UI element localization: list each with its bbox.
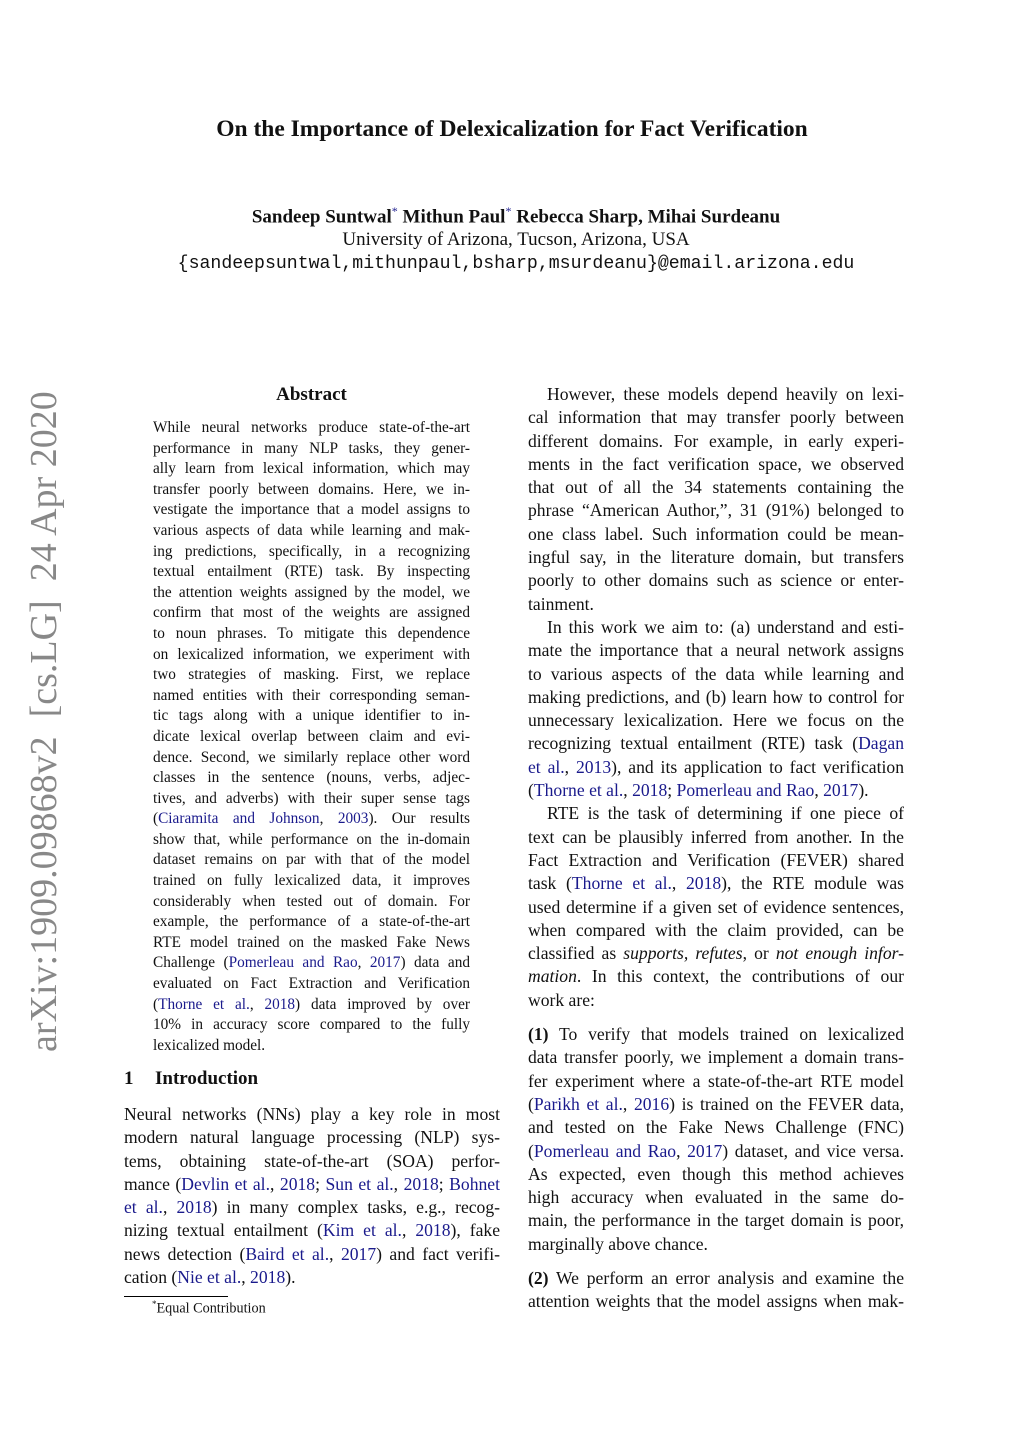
text-line: [153, 542, 470, 563]
paragraph: [124, 1103, 500, 1289]
text-line: [153, 665, 470, 686]
citation-link[interactable]: Sun et al.: [325, 1173, 394, 1194]
author: Mithun Paul: [402, 206, 506, 228]
citation-link[interactable]: Thorne et al.: [571, 873, 672, 894]
text-line: [153, 1015, 470, 1036]
paragraph: [153, 418, 470, 1056]
footnote-mark: *: [152, 1299, 157, 1309]
citation-link[interactable]: 2018: [264, 995, 296, 1013]
citation-link[interactable]: Pomerleau and Rao: [228, 954, 358, 972]
text: ).: [858, 780, 869, 801]
text: trained on fully lexicalized data, it improves: [153, 872, 470, 890]
text-line: [528, 1209, 904, 1232]
text: ,: [401, 1220, 416, 1241]
citation-link[interactable]: 2017: [369, 954, 401, 972]
citation-link[interactable]: 2018: [176, 1197, 212, 1218]
text: to noun phrases. To mitigate this dependence: [153, 624, 470, 642]
text-line: [153, 892, 470, 913]
text-line: [528, 779, 904, 802]
text: RTE is the task of determining if one piece of: [547, 803, 904, 824]
text: when compared with the claim provided, can be: [528, 919, 904, 940]
bold-label: (2): [528, 1267, 549, 1288]
text-line: [124, 1219, 500, 1242]
text-line: [124, 1266, 500, 1289]
citation-link[interactable]: Parikh et al.: [533, 1093, 623, 1114]
text-line: [528, 919, 904, 942]
text: performance in many NLP tasks, they gener-: [153, 439, 470, 457]
text: ), and its application to fact verification: [611, 756, 904, 777]
text: classes in the sentence (nouns, verbs, adjec-: [153, 769, 470, 787]
text: recognizing textual entailment (RTE) task (: [528, 733, 859, 754]
text: ,: [241, 1267, 251, 1288]
text: (: [153, 995, 159, 1013]
text: making predictions, and (b) learn how to control for: [528, 686, 904, 707]
citation-link[interactable]: 2018: [632, 780, 668, 801]
text: Challenge (: [153, 954, 229, 972]
text-line: [528, 1290, 904, 1313]
right-column-body: [528, 383, 904, 1314]
text: two strategies of masking. First, we replace: [153, 666, 470, 684]
abstract-body: [153, 418, 470, 1056]
author: Sandeep Suntwal: [251, 206, 392, 228]
text: (: [528, 1093, 534, 1114]
text-line: [153, 521, 470, 542]
citation-link[interactable]: Nie et al.: [177, 1267, 242, 1288]
italic-text: mation: [528, 966, 577, 987]
paragraph: [528, 802, 904, 1012]
text-line: [124, 1150, 500, 1173]
citation-link[interactable]: Devlin et al.: [181, 1173, 270, 1194]
citation-link[interactable]: Dagan: [858, 733, 904, 754]
text: to various aspects of the data while learning and: [528, 663, 904, 684]
text-line: [153, 995, 470, 1016]
text: news detection (: [124, 1243, 246, 1264]
bold-label: (1): [528, 1024, 549, 1045]
text-line: [124, 1196, 500, 1219]
text-line: [528, 849, 904, 872]
text-line: [528, 593, 904, 616]
abstract-heading: Abstract: [276, 384, 347, 405]
citation-link[interactable]: Thorne et al.: [158, 995, 250, 1013]
text-line: [528, 732, 904, 755]
text-line: [528, 616, 904, 639]
section-title: Introduction: [155, 1068, 259, 1089]
text-line: [528, 1163, 904, 1186]
text-line: [153, 748, 470, 769]
text: dataset remains on par with that of the model: [153, 851, 470, 869]
text: ,: [357, 954, 370, 972]
text: textual entailment (RTE) task. By inspecting: [153, 563, 470, 581]
text: cation (: [124, 1267, 178, 1288]
text-line: [153, 480, 470, 501]
text: ;: [315, 1173, 326, 1194]
section-number: 1: [124, 1068, 134, 1089]
text-line: [153, 768, 470, 789]
text: that out of all the 34 statements containing the: [528, 477, 904, 498]
text-line: [153, 830, 470, 851]
text-line: [528, 826, 904, 849]
citation-link[interactable]: Ciaramita and Johnson: [158, 810, 320, 828]
text-line: [528, 1267, 904, 1290]
text: ,: [269, 1173, 280, 1194]
text-line: [528, 942, 904, 965]
text: classified as: [528, 943, 624, 964]
footnote-text: Equal Contribution: [156, 1300, 266, 1317]
footnote: [152, 1299, 266, 1318]
text-line: [528, 1093, 904, 1116]
text-line: [528, 965, 904, 988]
text-line: [528, 1233, 904, 1256]
text-line: [153, 789, 470, 810]
text-line: [528, 1023, 904, 1046]
text-line: [124, 1173, 500, 1196]
citation-link[interactable]: 2017: [340, 1243, 377, 1264]
text: Fact Extraction and Verification (FEVER) shared: [528, 849, 904, 870]
text-line: [153, 706, 470, 727]
text-line: [528, 1140, 904, 1163]
text: high accuracy when evaluated in the same do-: [528, 1187, 904, 1208]
citation-link[interactable]: Pomerleau and Rao: [533, 1140, 677, 1161]
text-line: [153, 727, 470, 748]
text: tems, obtaining state-of-the-art (SOA) perfor-: [124, 1150, 500, 1171]
text: ), fake: [450, 1220, 501, 1241]
text: on lexicalized information, we experiment with: [153, 645, 470, 663]
text-line: [528, 802, 904, 825]
text-line: [153, 953, 470, 974]
text-line: [528, 989, 904, 1012]
text: ,: [329, 1243, 341, 1264]
text: To verify that models trained on lexicalized: [548, 1024, 904, 1045]
text: , or: [742, 943, 776, 964]
citation-link[interactable]: 2013: [575, 756, 612, 777]
introduction-body: [124, 1103, 500, 1289]
text: ).: [285, 1267, 296, 1288]
text: ,: [393, 1173, 404, 1194]
text-line: [153, 439, 470, 460]
text-line: [153, 583, 470, 604]
text-line: [528, 476, 904, 499]
affiliation: University of Arizona, Tucson, Arizona, USA: [342, 229, 690, 250]
text: different domains. For example, in early experi-: [528, 430, 904, 451]
text-line: [528, 499, 904, 522]
text: tives, and adverbs) with their super sense tags: [153, 789, 470, 807]
text-line: [528, 523, 904, 546]
text-line: [528, 546, 904, 569]
text: ingful say, in the literature domain, but transfers: [528, 547, 904, 568]
text-line: [153, 871, 470, 892]
text: example, the performance of a state-of-the-art: [153, 913, 470, 931]
text: ,: [676, 1140, 688, 1161]
text: ,: [622, 1093, 634, 1114]
text-line: [153, 912, 470, 933]
equal-contribution-mark[interactable]: *: [505, 204, 512, 218]
text: marginally above chance.: [528, 1233, 708, 1254]
text: ,: [249, 995, 265, 1013]
text: dence. Second, we similarly replace other word: [153, 748, 470, 766]
text-line: [153, 459, 470, 480]
text-line: [528, 430, 904, 453]
citation-link[interactable]: 2018: [279, 1173, 316, 1194]
text: fer experiment where a state-of-the-art RTE model: [528, 1070, 904, 1091]
text: modern natural language processing (NLP) sys-: [124, 1127, 500, 1148]
paper-title: On the Importance of Delexicalization for Fact Verification: [216, 116, 808, 142]
text: ;: [667, 780, 677, 801]
citation-link[interactable]: Thorne et al.: [533, 780, 624, 801]
text: nizing textual entailment (: [124, 1220, 323, 1241]
text-line: [124, 1103, 500, 1126]
text: named entities with their corresponding seman-: [153, 686, 470, 704]
citation-link[interactable]: 2018: [415, 1220, 451, 1241]
text: lexicalized model.: [153, 1036, 266, 1054]
text: ,: [162, 1197, 177, 1218]
text-line: [528, 686, 904, 709]
text: mate the importance that a neural network assigns: [528, 640, 904, 661]
text-line: [528, 453, 904, 476]
text: unnecessary lexicalization. Here we focus on the: [528, 710, 904, 731]
text: poorly to other domains such as science or enter-: [528, 570, 904, 591]
text: transfer poorly between domains. Here, we in-: [153, 480, 470, 498]
italic-text: supports, refutes: [623, 943, 743, 964]
text-line: [528, 1070, 904, 1093]
text: dicate lexical overlap between claim and evi-: [153, 727, 470, 745]
paragraph: [528, 1267, 904, 1314]
citation-link[interactable]: 2003: [337, 810, 369, 828]
text-line: [153, 603, 470, 624]
text: tic tags along with a unique identifier to in-: [153, 707, 470, 725]
text-line: [153, 645, 470, 666]
text: (: [528, 780, 534, 801]
text-line: [153, 624, 470, 645]
text-line: [153, 850, 470, 871]
text: show that, while performance on the in-domain: [153, 830, 470, 848]
text: text can be plausibly inferred from another. In the: [528, 826, 904, 847]
text: main, the performance in the target domain is poor,: [528, 1210, 904, 1231]
citation-link[interactable]: Pomerleau and Rao: [676, 780, 815, 801]
text: task (: [528, 873, 572, 894]
citation-link[interactable]: Bohnet: [449, 1173, 500, 1194]
text: ments in the fact verification space, we observed: [528, 453, 904, 474]
citation-link[interactable]: Kim et al.: [322, 1220, 402, 1241]
citation-link[interactable]: 2018: [403, 1173, 439, 1194]
text: cal information that may transfer poorly between: [528, 407, 904, 428]
paragraph: [528, 1023, 904, 1256]
text-line: [528, 569, 904, 592]
text-line: [528, 383, 904, 406]
text-line: [153, 418, 470, 439]
text: ,: [564, 756, 576, 777]
text-line: [124, 1126, 500, 1149]
citation-link[interactable]: et al.: [124, 1197, 163, 1218]
text: ally learn from lexical information, which may: [153, 460, 470, 478]
text-line: [528, 872, 904, 895]
text: ) dataset, and vice versa.: [722, 1140, 905, 1161]
text-line: [528, 756, 904, 779]
text: ) in many complex tasks, e.g., recog-: [211, 1197, 501, 1218]
text: RTE model trained on the masked Fake News: [153, 933, 470, 951]
text-line: [153, 500, 470, 521]
text-line: [528, 1116, 904, 1139]
text-line: [528, 1046, 904, 1069]
text-line: [153, 562, 470, 583]
text-line: [153, 1036, 470, 1057]
text: and tested on the Fake News Challenge (FNC): [528, 1117, 904, 1138]
paragraph: [528, 383, 904, 616]
text-line: [124, 1243, 500, 1266]
section-heading: [124, 1068, 258, 1090]
text: ,: [671, 873, 686, 894]
paragraph: [528, 616, 904, 802]
text: ). Our results: [368, 810, 470, 828]
text: ,: [814, 780, 824, 801]
text: (: [153, 810, 159, 828]
text: phrase “American Author,”, 31 (91%) belonged to: [528, 500, 904, 521]
text-line: [528, 663, 904, 686]
arxiv-stamp: arXiv:1909.09868v2 [cs.LG] 24 Apr 2020: [23, 391, 65, 1052]
citation-link[interactable]: 2017: [687, 1140, 723, 1161]
text: one class label. Such information could be mean-: [528, 523, 904, 544]
text: ) data and: [400, 954, 470, 972]
text: In this work we aim to: (a) understand and esti-: [547, 616, 904, 637]
text: data transfer poorly, we implement a domain trans-: [528, 1047, 904, 1068]
text: work are:: [528, 989, 595, 1010]
citation-link[interactable]: 2018: [250, 1267, 286, 1288]
citation-link[interactable]: et al.: [528, 756, 565, 777]
text: Neural networks (NNs) play a key role in most: [124, 1104, 500, 1124]
italic-text: not enough infor-: [775, 943, 904, 964]
text: ,: [623, 780, 633, 801]
text: vestigate the importance that a model assigns to: [153, 501, 470, 519]
text-line: [153, 933, 470, 954]
author: Rebecca Sharp, Mihai Surdeanu: [516, 206, 781, 228]
text: attention weights that the model assigns when mak-: [528, 1291, 904, 1312]
text: ) and fact verifi-: [376, 1243, 500, 1264]
text: various aspects of data while learning and mak-: [153, 521, 470, 539]
text: used determine if a given set of evidence sentences,: [528, 896, 904, 917]
text: ;: [438, 1173, 450, 1194]
footnote-rule: [124, 1296, 228, 1297]
author-list: [0, 204, 1024, 228]
text-line: [153, 686, 470, 707]
text: the attention weights assigned by the model, we: [153, 583, 470, 601]
text: tainment.: [528, 593, 594, 614]
text: We perform an error analysis and examine the: [548, 1267, 904, 1288]
text: mance (: [124, 1173, 182, 1194]
text: confirm that most of the weights are assigned: [153, 604, 470, 622]
text: 10% in accuracy score compared to the fully: [153, 1016, 470, 1034]
text: However, these models depend heavily on lexi-: [547, 384, 904, 404]
citation-link[interactable]: 2017: [823, 780, 859, 801]
text: ), the RTE module was: [721, 873, 904, 894]
text-line: [528, 1186, 904, 1209]
text: evaluated on Fact Extraction and Verification: [153, 975, 470, 993]
text: ) data improved by over: [295, 995, 470, 1013]
text: ,: [319, 810, 338, 828]
text-line: [528, 639, 904, 662]
text-line: [153, 974, 470, 995]
text-line: [153, 809, 470, 830]
text: ing predictions, specifically, in a recognizing: [153, 542, 470, 560]
text: considerably when tested out of domain. For: [153, 892, 470, 910]
text: As expected, even though this method achieves: [528, 1163, 904, 1184]
text: (: [528, 1140, 534, 1161]
citation-link[interactable]: 2018: [685, 873, 722, 894]
equal-contribution-mark[interactable]: *: [391, 204, 398, 218]
text: . In this context, the contributions of our: [576, 966, 904, 987]
author-emails: {sandeepsuntwal,mithunpaul,bsharp,msurdeanu}@email.arizona.edu: [177, 254, 855, 274]
text-line: [528, 709, 904, 732]
text: ) is trained on the FEVER data,: [669, 1093, 905, 1114]
text-line: [528, 406, 904, 429]
text: While neural networks produce state-of-the-art: [153, 419, 470, 436]
text-line: [528, 896, 904, 919]
citation-link[interactable]: Baird et al.: [245, 1243, 330, 1264]
citation-link[interactable]: 2016: [633, 1093, 670, 1114]
